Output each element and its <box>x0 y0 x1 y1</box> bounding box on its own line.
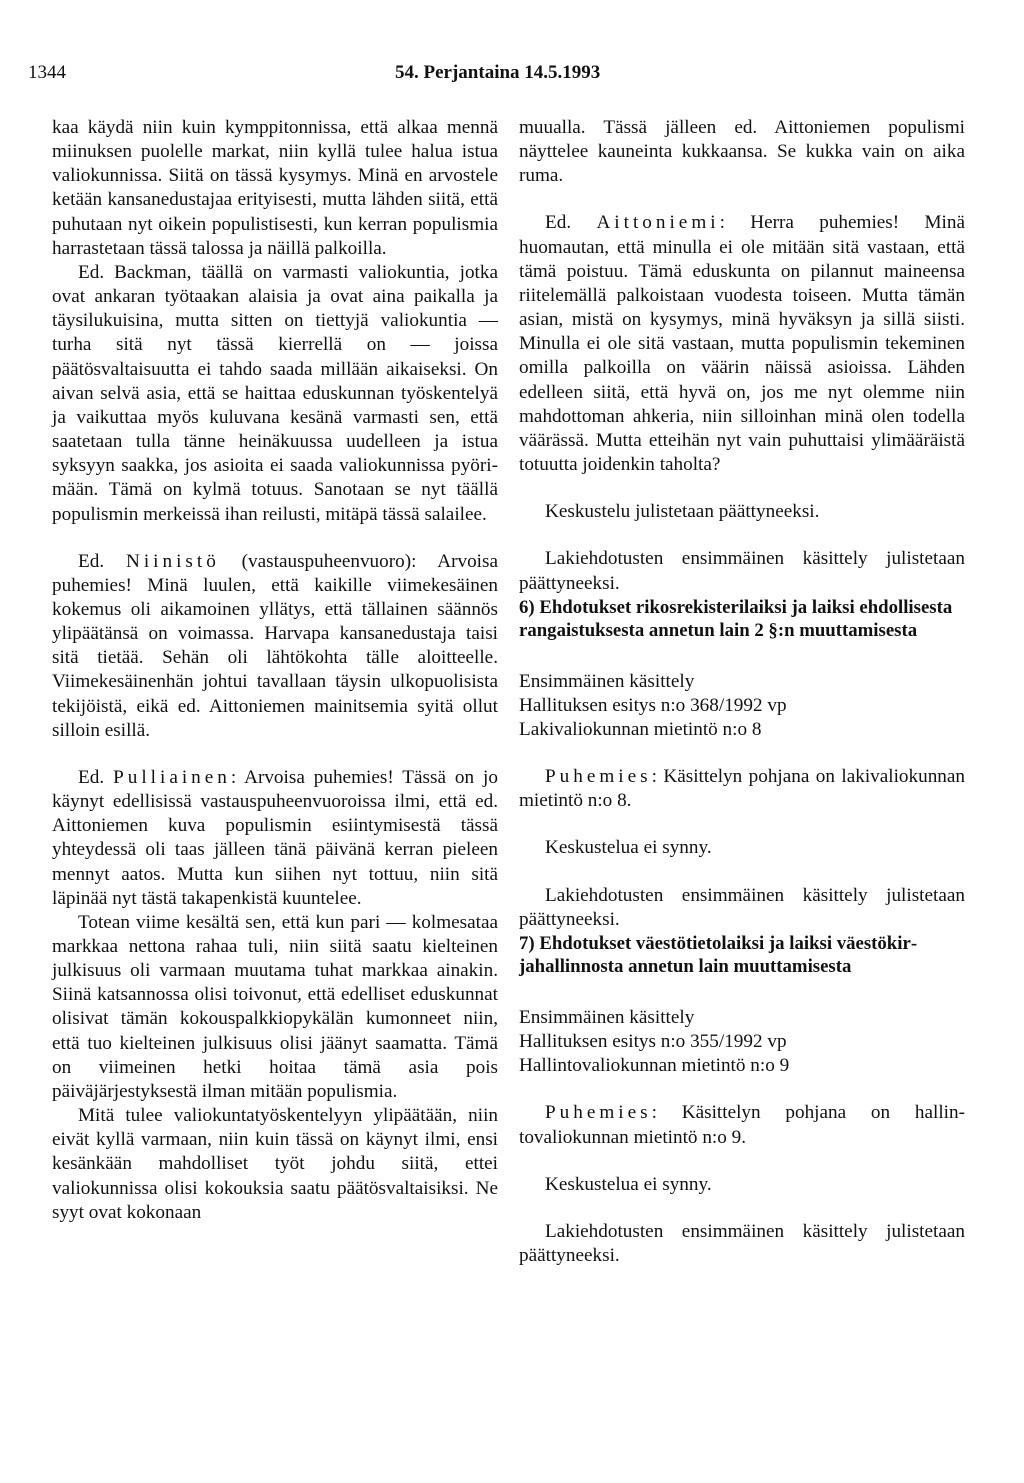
paragraph: Totean viime kesältä sen, että kun pari — kolmesataa markkaa nettona rahaa tuli, niin siitä saatu kielteinen julkisuus oli varmaan muutama tuhat markkaa ainakin. Siinä katsannossa olisi toivonut, että edelliset eduskunnat olisivat tämän kokouspalkkiopykälän kumonneet niin, että tuo kielteinen julkisuus olisi jäänyt saamatta. Tämä on viimeinen hetki hoitaa tämä asia pois päiväjärjestyksestä ilman mitään populismia. <box>52 911 498 1102</box>
no-debate: Keskustelua ei synny. <box>545 1173 712 1195</box>
left-column <box>52 116 498 1225</box>
speech-text: : Käsittelyn pohjana on hallintovaliokunnan mietintö n:o 9. <box>519 1102 965 1148</box>
section-heading-7: 7) Ehdotukset väestötietolaiksi ja laiksi väestökirjahallinnosta annetun lain muuttamisesta <box>519 932 918 978</box>
reading-closed: Lakiehdotusten ensimmäinen käsittely julistetaan päättyneeksi. <box>519 884 965 930</box>
page-number: 1344 <box>28 62 66 83</box>
paragraph: Mitä tulee valiokuntatyöskentelyyn ylipäätään, niin eivät kyllä varmaan, niin kuin tässä on käynyt ilmi, ensi kesänkään mahdolliset työt johdu siitä, ettei valiokunnissa olisi kokouksia saatu päätösvaltaisiksi. Ne syyt ovat kokonaan <box>52 1105 498 1223</box>
paragraph: Ed. Backman, täällä on varmasti valiokuntia, jotka ovat ankaran työtaakan alaisia ja ovat aina paikalla ja täysilukuisina, mutta sitten on tiettyjä valiokuntia — turha sitä nyt tässä kierrellä on — joissa päätösvaltaisuutta ei tahdo saada millään aikaiseksi. On aivan selvä asia, että se haittaa eduskunnan työskentelyä ja vaikuttaa myös kuluvana kesänä varmasti sen, että saatetaan tulla tänne heinäkuussa uudelleen ja istua syksyyn saakka, jos asioita ei saada valiokunnissa pyörimään. Tämä on kylmä totuus. Sanotaan se nyt täällä populismin merkeissä ihan reilusti, mitäpä tässä salailee. <box>52 261 498 525</box>
speaker-prefix: Ed. <box>545 212 597 234</box>
speech-pulliainen <box>52 766 498 911</box>
debate-closed: Keskustelu julistetaan päättyneeksi. <box>545 501 820 523</box>
government-bill: Hallituksen esitys n:o 368/1992 vp <box>519 694 787 716</box>
speech-text: (vastauspuheenvuoro): Arvoisa puhemies! Minä luulen, että kaikille viimekesäinen kokemus oli aikamoinen yllätys, että tällainen säännös ylipäätänsä on voimassa. Harvapa kansanedustaja taisi sitä tietää. Sehän oli lähtökohta tälle aloitteelle. Viimekesäinenhän johtui tavallaan täysin ulkopuolisista tekijöistä, eikä ed. Aittoniemen mainitsemia syitä ollut silloin esillä. <box>52 550 498 741</box>
reading-label: Ensimmäinen käsittely <box>519 1006 695 1028</box>
speaker-name: Puhemies <box>545 1102 652 1124</box>
speech-text: : Käsittelyn pohjana on lakivaliokunnan mietintö n:o 8. <box>519 766 965 812</box>
no-debate: Keskustelua ei synny. <box>545 837 712 859</box>
speech-puhemies-7 <box>519 1101 965 1149</box>
speech-text: : Herra puhemies! Minä huomautan, että minulla ei ole mitään sitä vastaan, että tämä poistuu. Tämä eduskunta on pilannut maineensa riitelemällä palkoistaan vuodesta toiseen. Mutta tämän asian, mistä on kysymys, minä hyväksyn ja sillä siisti. Minulla ei ole sitä vastaan, mutta populismin tekeminen omilla palkoilla on väärin näissä asioissa. Lähden edelleen siitä, että hyvä on, jos me nyt olemme niin mahdottoman ahkeria, niin silloinhan minä olen todella väärässä. Mutta etteihän nyt vain puhuttaisi ylimääräistä totuutta joidenkin taholta? <box>519 212 965 476</box>
speech-text: : Arvoisa puhemies! Tässä on jo käynyt edellisissä vastauspuheenvuoroissa ilmi, että ed. Aittoniemen kuva populismin esiintymisestä tässä yhteydessä oli taas jälleen tänä päivänä kerran pieleen mennyt aatos. Mutta kun siihen nyt tottuu, niin sitä läpinää nyt tästä takapenkistä kuuntelee. <box>52 766 498 909</box>
speaker-name: Niinistö <box>125 550 220 572</box>
speech-niinisto <box>52 550 498 743</box>
speaker-name: Puhemies <box>545 766 652 788</box>
committee-report: Lakivaliokunnan mietintö n:o 8 <box>519 718 762 740</box>
right-column <box>519 116 965 1268</box>
section-6-info <box>519 670 965 742</box>
committee-report: Hallintovaliokunnan mietintö n:o 9 <box>519 1055 790 1077</box>
section-7-info <box>519 1006 965 1078</box>
reading-label: Ensimmäinen käsittely <box>519 670 695 692</box>
speech-puhemies-6 <box>519 765 965 813</box>
paragraph: kaa käydä niin kuin kymppitonnissa, että alkaa mennä miinuksen puolelle markat, niin kyllä tulee halua istua valiokunnissa. Siitä on tässä kysymys. Minä en arvostele ketään kansanedustajaa erityisesti, mutta lähden siitä, että puhutaan nyt oikein populistisesti, kun kerran populismia harrastetaan tässä talossa ja näillä palkoilla. <box>52 117 498 259</box>
speaker-prefix: Ed. <box>78 766 114 788</box>
government-bill: Hallituksen esitys n:o 355/1992 vp <box>519 1031 787 1053</box>
reading-closed: Lakiehdotusten ensimmäinen käsittely julistetaan päättyneeksi. <box>519 548 965 594</box>
speaker-name: Pulliainen <box>113 766 231 788</box>
speech-aittoniemi <box>519 211 965 477</box>
speaker-prefix: Ed. <box>78 550 126 572</box>
section-heading-6: 6) Ehdotukset rikosrekisterilaiksi ja laiksi ehdollisesta rangaistuksesta annetun lain 2 §:n muuttamisesta <box>519 596 953 642</box>
paragraph: muualla. Tässä jälleen ed. Aittoniemen populismi näyttelee kauneinta kukkaansa. Se kukka vain on aika ruma. <box>519 117 965 187</box>
running-head: 54. Perjantaina 14.5.1993 <box>395 62 601 83</box>
reading-closed: Lakiehdotusten ensimmäinen käsittely julistetaan päättyneeksi. <box>519 1220 965 1266</box>
speaker-name: Aittoniemi <box>596 212 720 234</box>
